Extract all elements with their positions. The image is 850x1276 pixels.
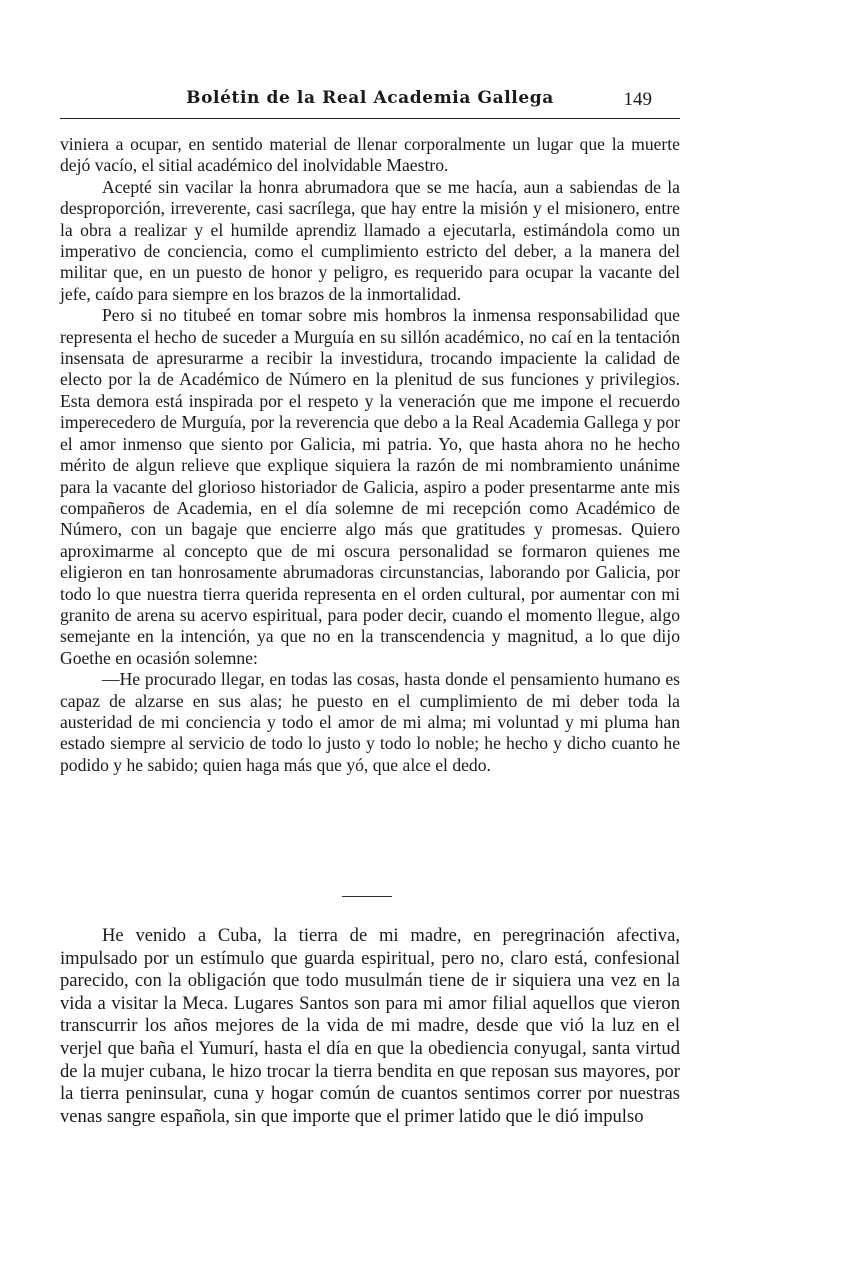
body-text-top	[60, 134, 680, 776]
running-title: Bolétin de la Real Academia Gallega	[186, 88, 554, 108]
body-text-bottom	[60, 925, 680, 1128]
page-header	[60, 88, 680, 119]
paragraph: He venido a Cuba, la tierra de mi madre, en peregrinación afectiva, impulsado por un estímulo que guarda espiritual, pero no, claro está, confesional parecido, con la obligación que todo musulmán tiene de ir siquiera una vez en la vida a visitar la Meca. Lugares Santos son para mi amor filial aquellos que vieron transcurrir los años mejores de la vida de mi madre, desde que vió la luz en el verjel que baña el Yumurí, hasta el día en que la obediencia conyugal, santa virtud de la mujer cubana, le hizo trocar la tierra bendita en que reposan sus mayores, por la tierra peninsular, cuna y hogar común de cuantos sentimos correr por nuestras venas sangre española, sin que importe que el primer latido que le dió impulso	[60, 925, 680, 1127]
paragraph: Acepté sin vacilar la honra abrumadora que se me hacía, aun a sabiendas de la desproporción, irreverente, casi sacrílega, que hay entre la misión y el misionero, entre la obra a realizar y el humilde aprendiz llamado a ejecutarla, estimándola como un imperativo de conciencia, como el cumplimiento estricto del deber, a la manera del militar que, en un puesto de honor y peligro, es requerido para ocupar la vacante del jefe, caído para siempre en los brazos de la inmortalidad.	[60, 176, 680, 304]
quote-paragraph: —He procurado llegar, en todas las cosas, hasta donde el pensamiento humano es capaz de alzarse en sus alas; he puesto en el cumplimiento de mi deber toda la austeridad de mi conciencia y todo el amor de mi alma; mi voluntad y mi pluma han estado siempre al servicio de todo lo justo y todo lo noble; he hecho y dicho cuanto he podido y he sabido; quien haga más que yó, que alce el dedo.	[60, 669, 680, 775]
paragraph: Pero si no titubeé en tomar sobre mis hombros la inmensa responsabilidad que representa el hecho de suceder a Murguía en su sillón académico, no caí en la tentación insensata de apresurarme a recibir la investidura, trocando impaciente la calidad de electo por la de Académico de Número en la plenitud de sus funciones y privilegios. Esta demora está inspirada por el respeto y la veneración que me impone el recuerdo imperecedero de Murguía, por la reverencia que debo a la Real Academia Gallega y por el amor inmenso que siento por Galicia, mi patria. Yo, que hasta ahora no he hecho mérito de algun relieve que explique siquiera la razón de mi nombramiento unánime para la vacante del glorioso historiador de Galicia, aspiro a poder presentarme ante mis compañeros de Academia, en el día solemne de mi recepción como Académico de Número, con un bagaje que encierre algo más que gratitudes y promesas. Quiero aproximarme al concepto que de mi oscura personalidad se formaron quienes me eligieron en tan honrosamente abrumadoras circunstancias, laborando por Galicia, por todo lo que nuestra tierra querida representa en el orden cultural, por aumentar con mi granito de arena su acervo espiritual, para poder decir, cuando el momento llegue, algo semejante en la intención, ya que no en la transcendencia y magnitud, a lo que dijo Goethe en ocasión solemne:	[60, 305, 680, 668]
paragraph-continuation: viniera a ocupar, en sentido material de llenar corporalmente un lugar que la muerte dejó vacío, el sitial académico del inolvidable Maestro.	[60, 134, 680, 176]
page-number: 149	[623, 89, 652, 110]
section-separator	[342, 896, 392, 897]
